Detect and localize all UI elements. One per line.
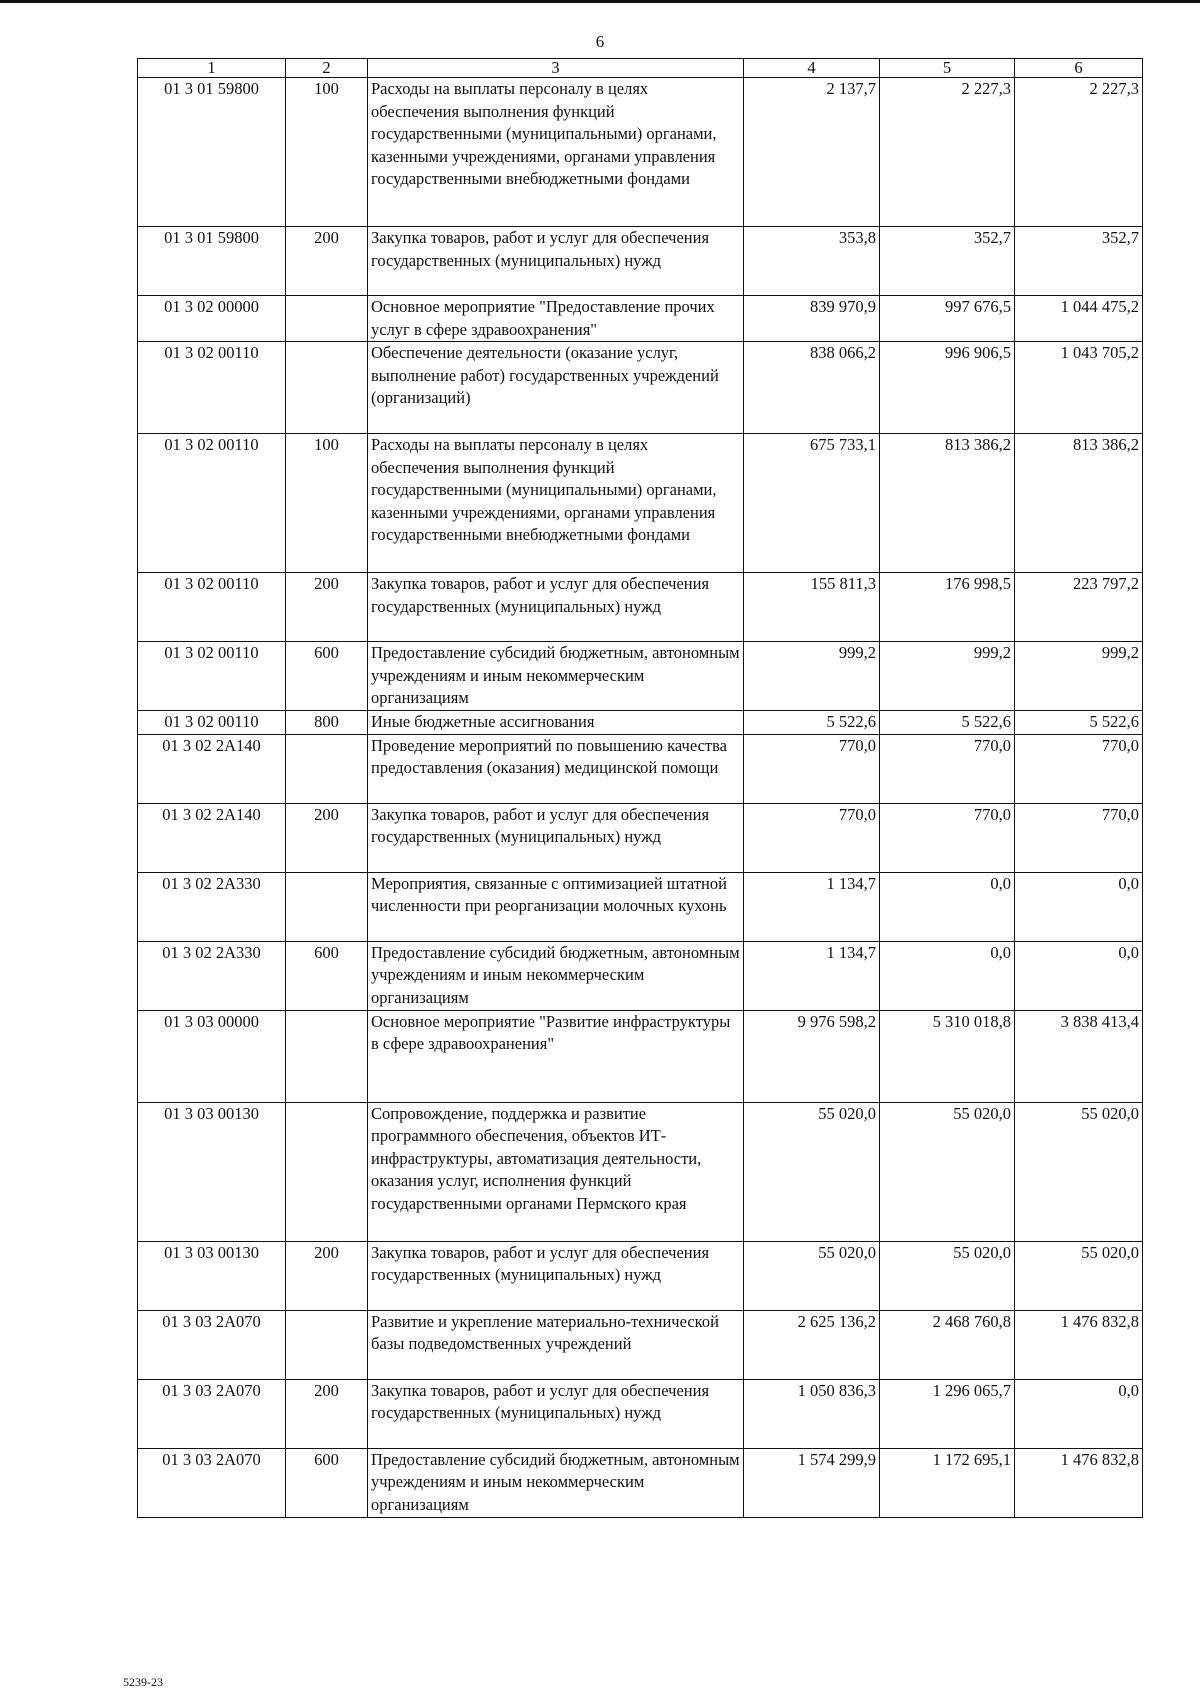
row-value-year3: 813 386,2 [1015,434,1143,573]
table-row [138,941,1143,1010]
row-value-year1: 1 134,7 [744,941,880,1010]
row-value-year3: 2 227,3 [1015,78,1143,227]
table-row [138,1448,1143,1517]
row-expense-type: 200 [286,1241,368,1310]
row-description: Предоставление субсидий бюджетным, автономным учреждениям и иным некоммерческим организациям [368,941,744,1010]
row-description: Основное мероприятие "Развитие инфраструктуры в сфере здравоохранения" [368,1010,744,1102]
table-row [138,573,1143,642]
row-value-year2: 0,0 [880,872,1015,941]
row-value-year3: 0,0 [1015,941,1143,1010]
column-header-2: 2 [286,59,368,78]
row-value-year1: 2 625 136,2 [744,1310,880,1379]
row-value-year3: 1 044 475,2 [1015,296,1143,342]
row-value-year1: 2 137,7 [744,78,880,227]
table-row [138,803,1143,872]
row-expense-type [286,1310,368,1379]
row-expense-type: 200 [286,573,368,642]
row-value-year1: 55 020,0 [744,1102,880,1241]
row-code: 01 3 03 2А070 [138,1310,286,1379]
row-code: 01 3 03 2А070 [138,1448,286,1517]
top-border-line [0,0,1200,3]
row-expense-type [286,872,368,941]
row-description: Сопровождение, поддержка и развитие программного обеспечения, объектов ИТ-инфраструктуры, автоматизация деятельности, оказания услуг, исполнения функций государственными органами Пермского края [368,1102,744,1241]
row-value-year1: 155 811,3 [744,573,880,642]
row-description: Закупка товаров, работ и услуг для обеспечения государственных (муниципальных) нужд [368,1379,744,1448]
row-code: 01 3 02 00110 [138,573,286,642]
row-description: Закупка товаров, работ и услуг для обеспечения государственных (муниципальных) нужд [368,803,744,872]
row-value-year2: 2 468 760,8 [880,1310,1015,1379]
row-value-year1: 770,0 [744,734,880,803]
row-description: Основное мероприятие "Предоставление прочих услуг в сфере здравоохранения" [368,296,744,342]
row-value-year3: 1 476 832,8 [1015,1448,1143,1517]
document-code: 5239-23 [123,1675,163,1689]
row-description: Предоставление субсидий бюджетным, автономным учреждениям и иным некоммерческим организациям [368,642,744,711]
row-value-year1: 999,2 [744,642,880,711]
row-value-year2: 997 676,5 [880,296,1015,342]
table-row [138,227,1143,296]
row-code: 01 3 02 2А330 [138,872,286,941]
row-value-year3: 770,0 [1015,803,1143,872]
column-header-5: 5 [880,59,1015,78]
row-value-year2: 55 020,0 [880,1241,1015,1310]
row-code: 01 3 03 00130 [138,1102,286,1241]
row-expense-type [286,342,368,434]
row-code: 01 3 02 00110 [138,642,286,711]
row-description: Проведение мероприятий по повышению качества предоставления (оказания) медицинской помощи [368,734,744,803]
row-code: 01 3 02 00110 [138,711,286,735]
row-expense-type: 600 [286,642,368,711]
row-expense-type: 800 [286,711,368,735]
row-value-year1: 770,0 [744,803,880,872]
table-row [138,642,1143,711]
table-row [138,1379,1143,1448]
row-value-year2: 5 310 018,8 [880,1010,1015,1102]
table-row [138,872,1143,941]
row-value-year1: 839 970,9 [744,296,880,342]
row-expense-type: 200 [286,227,368,296]
row-value-year1: 5 522,6 [744,711,880,735]
row-expense-type: 200 [286,1379,368,1448]
header-row [138,59,1143,78]
row-expense-type: 600 [286,1448,368,1517]
row-expense-type [286,1102,368,1241]
row-value-year2: 5 522,6 [880,711,1015,735]
row-value-year3: 770,0 [1015,734,1143,803]
table-row [138,1310,1143,1379]
row-value-year3: 55 020,0 [1015,1241,1143,1310]
row-value-year1: 838 066,2 [744,342,880,434]
row-description: Закупка товаров, работ и услуг для обеспечения государственных (муниципальных) нужд [368,227,744,296]
row-description: Расходы на выплаты персоналу в целях обеспечения выполнения функций государственными (муниципальными) органами, казенными учреждениями, органами управления государственными внебюджетными фондами [368,434,744,573]
row-value-year2: 2 227,3 [880,78,1015,227]
budget-table [137,58,1143,1518]
row-value-year1: 353,8 [744,227,880,296]
row-expense-type: 200 [286,803,368,872]
row-code: 01 3 02 00000 [138,296,286,342]
row-value-year3: 999,2 [1015,642,1143,711]
row-value-year3: 223 797,2 [1015,573,1143,642]
row-value-year2: 996 906,5 [880,342,1015,434]
row-expense-type: 100 [286,434,368,573]
row-description: Иные бюджетные ассигнования [368,711,744,735]
row-description: Предоставление субсидий бюджетным, автономным учреждениям и иным некоммерческим организациям [368,1448,744,1517]
row-value-year2: 0,0 [880,941,1015,1010]
row-code: 01 3 02 00110 [138,434,286,573]
row-code: 01 3 03 00000 [138,1010,286,1102]
row-value-year2: 1 172 695,1 [880,1448,1015,1517]
row-value-year2: 55 020,0 [880,1102,1015,1241]
table-row [138,1241,1143,1310]
row-code: 01 3 01 59800 [138,227,286,296]
column-header-1: 1 [138,59,286,78]
row-value-year3: 0,0 [1015,1379,1143,1448]
table-row [138,1010,1143,1102]
column-header-4: 4 [744,59,880,78]
row-description: Закупка товаров, работ и услуг для обеспечения государственных (муниципальных) нужд [368,573,744,642]
row-value-year2: 770,0 [880,734,1015,803]
row-value-year3: 352,7 [1015,227,1143,296]
row-expense-type: 100 [286,78,368,227]
table-row [138,296,1143,342]
row-value-year1: 675 733,1 [744,434,880,573]
row-expense-type [286,1010,368,1102]
row-expense-type: 600 [286,941,368,1010]
row-value-year3: 1 043 705,2 [1015,342,1143,434]
table-body [138,78,1143,1518]
row-value-year3: 5 522,6 [1015,711,1143,735]
table-row [138,1102,1143,1241]
table-row [138,434,1143,573]
row-value-year1: 1 574 299,9 [744,1448,880,1517]
row-value-year3: 0,0 [1015,872,1143,941]
row-value-year1: 9 976 598,2 [744,1010,880,1102]
table-row [138,78,1143,227]
row-code: 01 3 01 59800 [138,78,286,227]
row-description: Развитие и укрепление материально-технической базы подведомственных учреждений [368,1310,744,1379]
row-value-year2: 1 296 065,7 [880,1379,1015,1448]
row-value-year2: 770,0 [880,803,1015,872]
row-code: 01 3 02 2А140 [138,803,286,872]
row-description: Мероприятия, связанные с оптимизацией штатной численности при реорганизации молочных кухонь [368,872,744,941]
row-description: Закупка товаров, работ и услуг для обеспечения государственных (муниципальных) нужд [368,1241,744,1310]
table-row [138,711,1143,735]
column-header-6: 6 [1015,59,1143,78]
row-value-year3: 1 476 832,8 [1015,1310,1143,1379]
column-header-3: 3 [368,59,744,78]
row-expense-type [286,296,368,342]
table-row [138,734,1143,803]
page-number: 6 [595,32,605,51]
row-code: 01 3 03 2А070 [138,1379,286,1448]
row-value-year2: 176 998,5 [880,573,1015,642]
row-value-year3: 3 838 413,4 [1015,1010,1143,1102]
row-description: Расходы на выплаты персоналу в целях обеспечения выполнения функций государственными (муниципальными) органами, казенными учреждениями, органами управления государственными внебюджетными фондами [368,78,744,227]
row-value-year1: 1 050 836,3 [744,1379,880,1448]
row-value-year2: 813 386,2 [880,434,1015,573]
row-code: 01 3 02 2А140 [138,734,286,803]
row-value-year1: 1 134,7 [744,872,880,941]
row-value-year3: 55 020,0 [1015,1102,1143,1241]
row-description: Обеспечение деятельности (оказание услуг, выполнение работ) государственных учреждений (организаций) [368,342,744,434]
row-value-year1: 55 020,0 [744,1241,880,1310]
row-code: 01 3 02 00110 [138,342,286,434]
table-header [138,59,1143,78]
row-value-year2: 999,2 [880,642,1015,711]
row-value-year2: 352,7 [880,227,1015,296]
row-code: 01 3 03 00130 [138,1241,286,1310]
row-expense-type [286,734,368,803]
table-row [138,342,1143,434]
row-code: 01 3 02 2А330 [138,941,286,1010]
